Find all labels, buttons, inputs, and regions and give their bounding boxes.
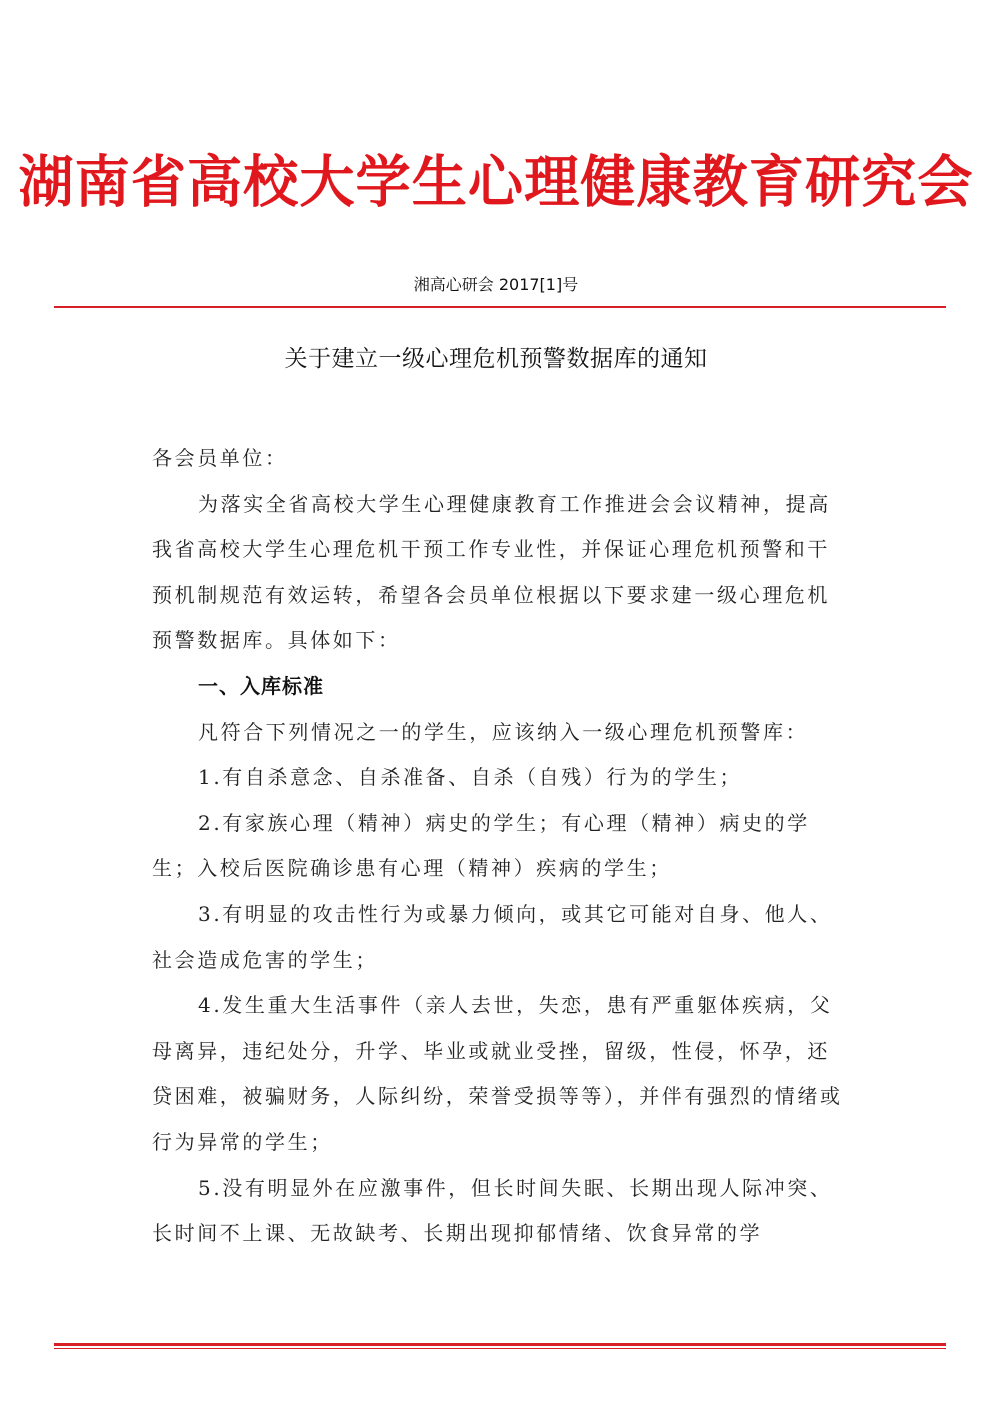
footer-divider-thin bbox=[54, 1348, 946, 1349]
criteria-item: 2.有家族心理（精神）病史的学生；有心理（精神）病史的学生；入校后医院确诊患有心理（精神）疾病的学生； bbox=[152, 810, 810, 881]
header-divider bbox=[54, 306, 946, 308]
salutation: 各会员单位： bbox=[152, 446, 288, 470]
section-lead: 凡符合下列情况之一的学生，应该纳入一级心理危机预警库： bbox=[198, 719, 809, 744]
criteria-item: 3.有明显的攻击性行为或暴力倾向，或其它可能对自身、他人、社会造成危害的学生； bbox=[152, 901, 833, 972]
footer-divider-thick bbox=[54, 1343, 946, 1346]
document-number: 湘高心研会 2017[1]号 bbox=[413, 275, 579, 294]
organization-title: 湖南省高校大学生心理健康教育研究会 bbox=[18, 150, 974, 216]
section-heading: 一、入库标准 bbox=[198, 673, 324, 698]
criteria-item: 1.有自杀意念、自杀准备、自杀（自残）行为的学生； bbox=[198, 765, 743, 790]
criteria-item: 4.发生重大生活事件（亲人去世，失恋，患有严重躯体疾病，父母离异，违纪处分，升学、毕业或就业受挫，留级，性侵，怀孕，还贷困难，被骗财务，人际纠纷，荣誉受损等等），并伴有强烈的情绪或行为异常的学生； bbox=[152, 993, 843, 1154]
intro-paragraph: 为落实全省高校大学生心理健康教育工作推进会会议精神，提高我省高校大学生心理危机干预工作专业性，并保证心理危机预警和干预机制规范有效运转，希望各会员单位根据以下要求建一级心理危机预警数据库。具体如下： bbox=[152, 491, 831, 653]
notice-body bbox=[152, 436, 852, 1257]
notice-title: 关于建立一级心理危机预警数据库的通知 bbox=[284, 346, 708, 372]
criteria-item: 5.没有明显外在应激事件，但长时间失眠、长期出现人际冲突、长时间不上课、无故缺考、长期出现抑郁情绪、饮食异常的学 bbox=[152, 1175, 833, 1246]
